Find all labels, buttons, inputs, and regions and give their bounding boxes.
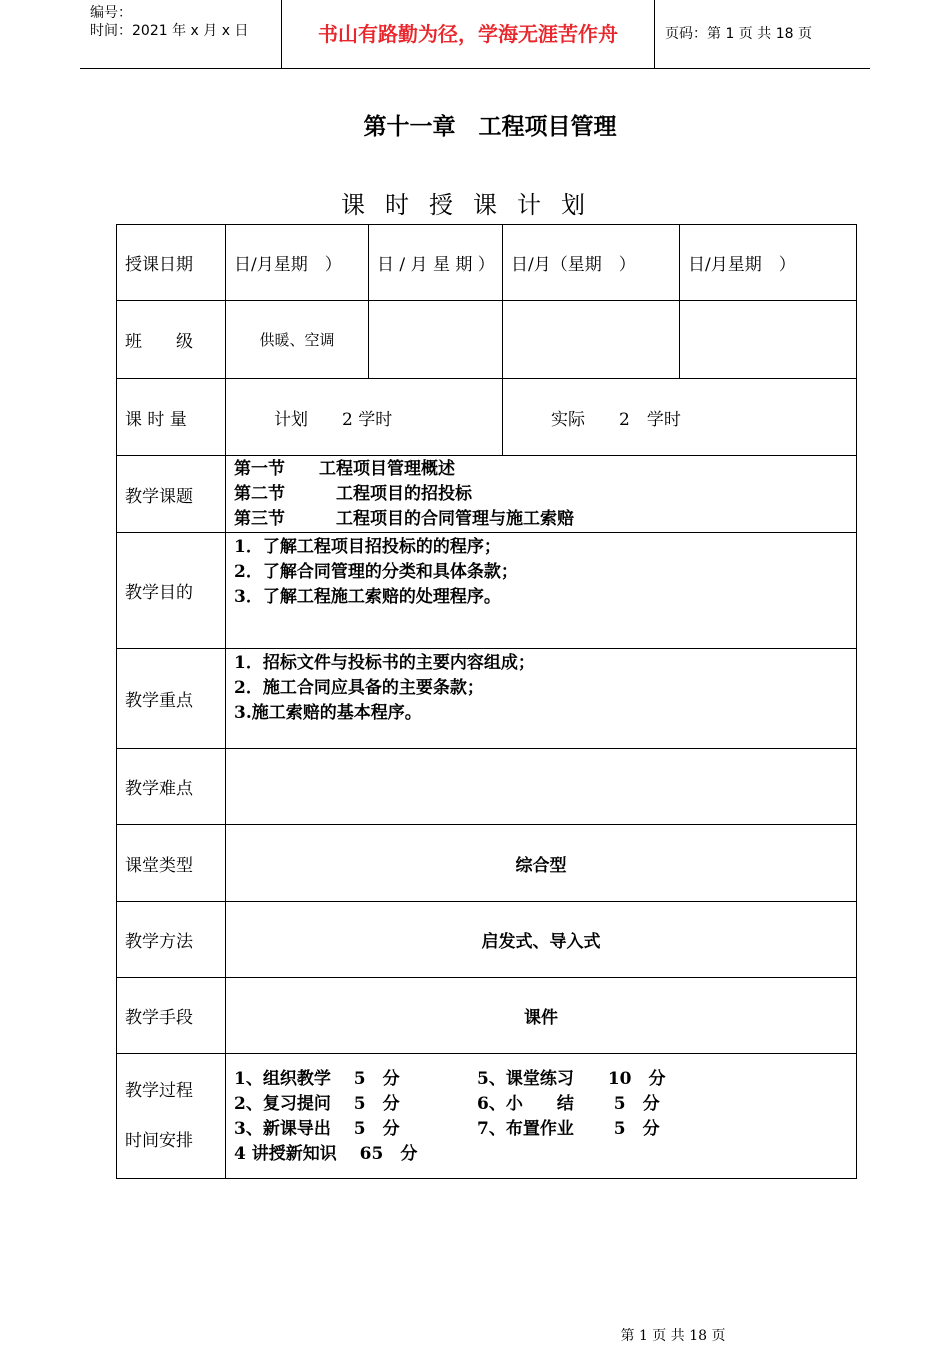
table-row [117, 225, 857, 301]
table-row [117, 649, 857, 749]
key-list [226, 649, 857, 749]
means-value: 课件 [226, 978, 857, 1054]
goal-label: 教学目的 [117, 533, 226, 649]
table-row [117, 825, 857, 902]
date-cell: 日 / 月 星 期 ） [369, 225, 503, 301]
table-row [117, 301, 857, 379]
list-item: 5、课堂练习 10 分 [477, 1069, 666, 1089]
list-item: 6、小 结 5 分 [477, 1094, 660, 1114]
table-row [117, 978, 857, 1054]
list-item: 1．了解工程项目招投标的的程序； [234, 537, 501, 557]
hours-plan: 计划 2 学时 [226, 379, 503, 456]
list-item: 3.施工索赔的基本程序。 [234, 703, 422, 723]
list-item: 4 讲授新知识 65 分 [234, 1144, 418, 1164]
type-value: 综合型 [226, 825, 857, 902]
list-item: 3、新课导出 5 分 [234, 1119, 400, 1139]
process-columns [234, 1067, 848, 1167]
topic-label: 教学课题 [117, 456, 226, 533]
table-row [117, 749, 857, 825]
list-item: 1、组织教学 5 分 [234, 1069, 400, 1089]
list-item: 2．施工合同应具备的主要条款； [234, 678, 484, 698]
table-row [117, 533, 857, 649]
difficulty-value [226, 749, 857, 825]
list-item: 第一节 工程项目管理概述 [234, 458, 455, 479]
process-label [117, 1054, 226, 1179]
header-page-info: 页码：第 1 页 共 18 页 [665, 26, 812, 42]
lesson-plan-table [116, 224, 857, 1179]
means-label: 教学手段 [117, 978, 226, 1054]
chapter-title: 第十一章 工程项目管理 [363, 114, 617, 140]
list-item: 1．招标文件与投标书的主要内容组成； [234, 653, 535, 673]
process-schedule [226, 1054, 857, 1179]
class-value: 供暖、空调 [226, 301, 369, 379]
hours-label: 课 时 量 [117, 379, 226, 456]
class-cell-empty [680, 301, 857, 379]
list-item: 2、复习提问 5 分 [234, 1094, 400, 1114]
class-cell-empty [503, 301, 680, 379]
topic-list [226, 456, 857, 533]
table-row [117, 456, 857, 533]
header-motto: 书山有路勤为径，学海无涯苦作舟 [318, 22, 618, 46]
table-row [117, 379, 857, 456]
process-label-line: 时间安排 [125, 1131, 193, 1151]
hours-actual: 实际 2 学时 [503, 379, 857, 456]
serial-label: 编号： [90, 5, 132, 21]
method-label: 教学方法 [117, 902, 226, 978]
header-divider [654, 0, 655, 68]
table-row [117, 1054, 857, 1179]
class-cell-empty [369, 301, 503, 379]
process-right [477, 1067, 666, 1167]
process-left [234, 1067, 477, 1167]
date-cell: 日/月（星期 ） [503, 225, 680, 301]
date-cell: 日/月星期 ） [226, 225, 369, 301]
list-item: 第三节 工程项目的合同管理与施工索赔 [234, 508, 574, 529]
date-label: 授课日期 [117, 225, 226, 301]
goal-list [226, 533, 857, 649]
method-value: 启发式、导入式 [226, 902, 857, 978]
type-label: 课堂类型 [117, 825, 226, 902]
list-item: 3．了解工程施工索赔的处理程序。 [234, 587, 501, 607]
class-label: 班 级 [117, 301, 226, 379]
key-label: 教学重点 [117, 649, 226, 749]
list-item: 7、布置作业 5 分 [477, 1119, 660, 1139]
plan-subtitle: 课时授课计划 [341, 191, 605, 219]
list-item: 第二节 工程项目的招投标 [234, 483, 472, 504]
page-footer: 第 1 页 共 18 页 [620, 1328, 726, 1344]
table-row [117, 902, 857, 978]
header-meta [90, 4, 280, 40]
date-cell: 日/月星期 ） [680, 225, 857, 301]
difficulty-label: 教学难点 [117, 749, 226, 825]
time-label: 时间：2021 年 x 月 x 日 [90, 23, 249, 39]
page-header [80, 0, 870, 69]
list-item: 2．了解合同管理的分类和具体条款； [234, 562, 518, 582]
process-label-line: 教学过程 [125, 1081, 193, 1101]
